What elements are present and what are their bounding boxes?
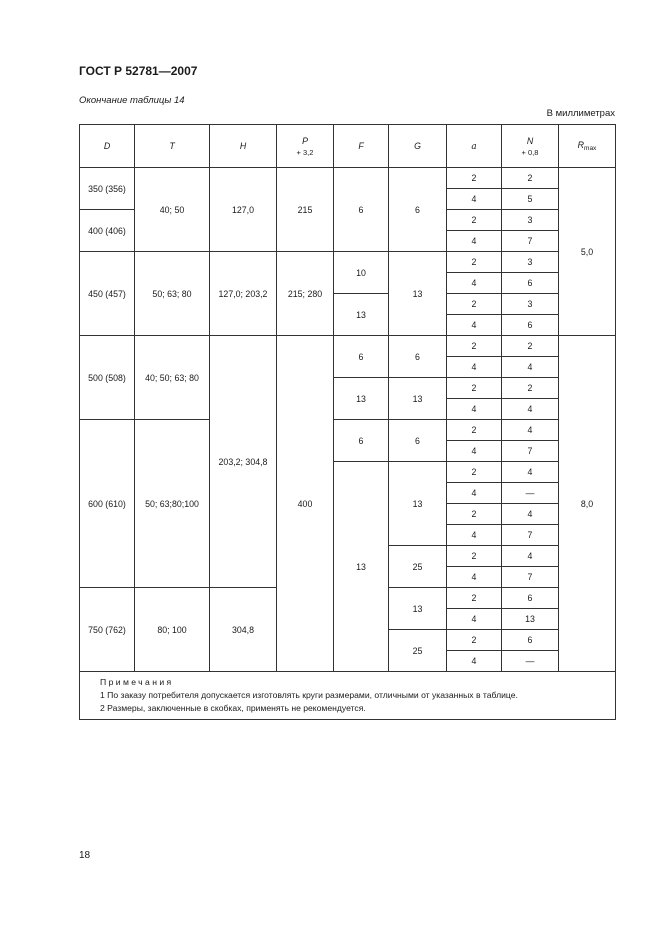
cell-a: 2 xyxy=(447,630,502,651)
cell-n: 5 xyxy=(502,189,559,210)
cell-p: 215; 280 xyxy=(277,252,334,336)
cell-n: 4 xyxy=(502,462,559,483)
cell-g: 6 xyxy=(389,336,447,378)
table-row xyxy=(80,420,616,441)
cell-n: 6 xyxy=(502,315,559,336)
cell-g: 6 xyxy=(389,420,447,462)
cell-d: 400 (406) xyxy=(80,210,135,252)
column-header-a: a xyxy=(447,125,502,168)
cell-a: 4 xyxy=(447,273,502,294)
cell-a: 2 xyxy=(447,420,502,441)
column-header-d: D xyxy=(80,125,135,168)
page-number: 18 xyxy=(79,850,91,861)
cell-g: 13 xyxy=(389,588,447,630)
cell-h: 203,2; 304,8 xyxy=(210,336,277,588)
column-header-f: F xyxy=(334,125,389,168)
cell-f: 6 xyxy=(334,336,389,378)
cell-t: 50; 63;80;100 xyxy=(135,420,210,588)
cell-a: 4 xyxy=(447,231,502,252)
cell-n: 4 xyxy=(502,399,559,420)
cell-d: 750 (762) xyxy=(80,588,135,672)
cell-d: 500 (508) xyxy=(80,336,135,420)
notes-title: Примечания xyxy=(100,677,174,687)
cell-t: 50; 63; 80 xyxy=(135,252,210,336)
cell-d: 350 (356) xyxy=(80,168,135,210)
cell-n: 13 xyxy=(502,609,559,630)
column-header-p: P + 3,2 xyxy=(277,125,334,168)
cell-n: 7 xyxy=(502,441,559,462)
cell-a: 4 xyxy=(447,525,502,546)
cell-t: 40; 50 xyxy=(135,168,210,252)
cell-a: 2 xyxy=(447,588,502,609)
table-row xyxy=(80,168,616,189)
cell-t: 40; 50; 63; 80 xyxy=(135,336,210,420)
cell-r: 8,0 xyxy=(559,336,616,672)
cell-h: 127,0; 203,2 xyxy=(210,252,277,336)
cell-n: 7 xyxy=(502,525,559,546)
dimensions-table xyxy=(79,124,616,720)
cell-n: 7 xyxy=(502,231,559,252)
cell-a: 4 xyxy=(447,357,502,378)
notes-cell xyxy=(80,672,616,720)
cell-a: 4 xyxy=(447,399,502,420)
cell-a: 2 xyxy=(447,546,502,567)
units-label: В миллиметрах xyxy=(546,108,615,119)
cell-g: 25 xyxy=(389,546,447,588)
cell-a: 4 xyxy=(447,483,502,504)
note-item-2: 2 Размеры, заключенные в скобках, применять не рекомендуется. xyxy=(100,703,366,713)
cell-n: 3 xyxy=(502,294,559,315)
cell-g: 25 xyxy=(389,630,447,672)
cell-n: 6 xyxy=(502,273,559,294)
cell-n: — xyxy=(502,651,559,672)
document-code: ГОСТ Р 52781—2007 xyxy=(79,64,198,78)
cell-p: 215 xyxy=(277,168,334,252)
cell-p: 400 xyxy=(277,336,334,672)
table-caption: Окончание таблицы 14 xyxy=(79,95,185,106)
cell-a: 2 xyxy=(447,252,502,273)
cell-n: 4 xyxy=(502,357,559,378)
table-header-row xyxy=(80,125,616,168)
cell-g: 13 xyxy=(389,462,447,546)
cell-n: — xyxy=(502,483,559,504)
table-row xyxy=(80,252,616,273)
cell-h: 304,8 xyxy=(210,588,277,672)
cell-n: 2 xyxy=(502,378,559,399)
cell-n: 7 xyxy=(502,567,559,588)
cell-f: 6 xyxy=(334,420,389,462)
column-header-h: H xyxy=(210,125,277,168)
cell-n: 4 xyxy=(502,420,559,441)
cell-a: 4 xyxy=(447,609,502,630)
cell-a: 2 xyxy=(447,378,502,399)
cell-n: 6 xyxy=(502,588,559,609)
cell-f: 13 xyxy=(334,294,389,336)
notes-row xyxy=(80,672,616,720)
cell-f: 13 xyxy=(334,462,389,672)
cell-n: 3 xyxy=(502,252,559,273)
cell-h: 127,0 xyxy=(210,168,277,252)
column-header-r: $R_{max}$ xyxy=(559,125,616,168)
cell-g: 13 xyxy=(389,378,447,420)
cell-n: 2 xyxy=(502,336,559,357)
cell-d: 450 (457) xyxy=(80,252,135,336)
cell-g: 13 xyxy=(389,252,447,336)
column-header-n: N + 0,8 xyxy=(502,125,559,168)
cell-n: 4 xyxy=(502,504,559,525)
cell-a: 2 xyxy=(447,504,502,525)
cell-n: 4 xyxy=(502,546,559,567)
cell-a: 2 xyxy=(447,336,502,357)
cell-n: 2 xyxy=(502,168,559,189)
cell-a: 2 xyxy=(447,294,502,315)
cell-a: 4 xyxy=(447,567,502,588)
cell-f: 6 xyxy=(334,168,389,252)
cell-d: 600 (610) xyxy=(80,420,135,588)
cell-n: 6 xyxy=(502,630,559,651)
column-header-g: G xyxy=(389,125,447,168)
table-row xyxy=(80,336,616,357)
cell-f: 13 xyxy=(334,378,389,420)
cell-g: 6 xyxy=(389,168,447,252)
note-item-1: 1 По заказу потребителя допускается изготовлять круги размерами, отличными от указанных в таблице. xyxy=(100,690,518,700)
cell-a: 2 xyxy=(447,210,502,231)
cell-a: 4 xyxy=(447,315,502,336)
cell-r: 5,0 xyxy=(559,168,616,336)
cell-a: 4 xyxy=(447,651,502,672)
cell-n: 3 xyxy=(502,210,559,231)
cell-a: 4 xyxy=(447,441,502,462)
cell-a: 2 xyxy=(447,462,502,483)
cell-t: 80; 100 xyxy=(135,588,210,672)
cell-a: 4 xyxy=(447,189,502,210)
cell-f: 10 xyxy=(334,252,389,294)
column-header-t: T xyxy=(135,125,210,168)
cell-a: 2 xyxy=(447,168,502,189)
